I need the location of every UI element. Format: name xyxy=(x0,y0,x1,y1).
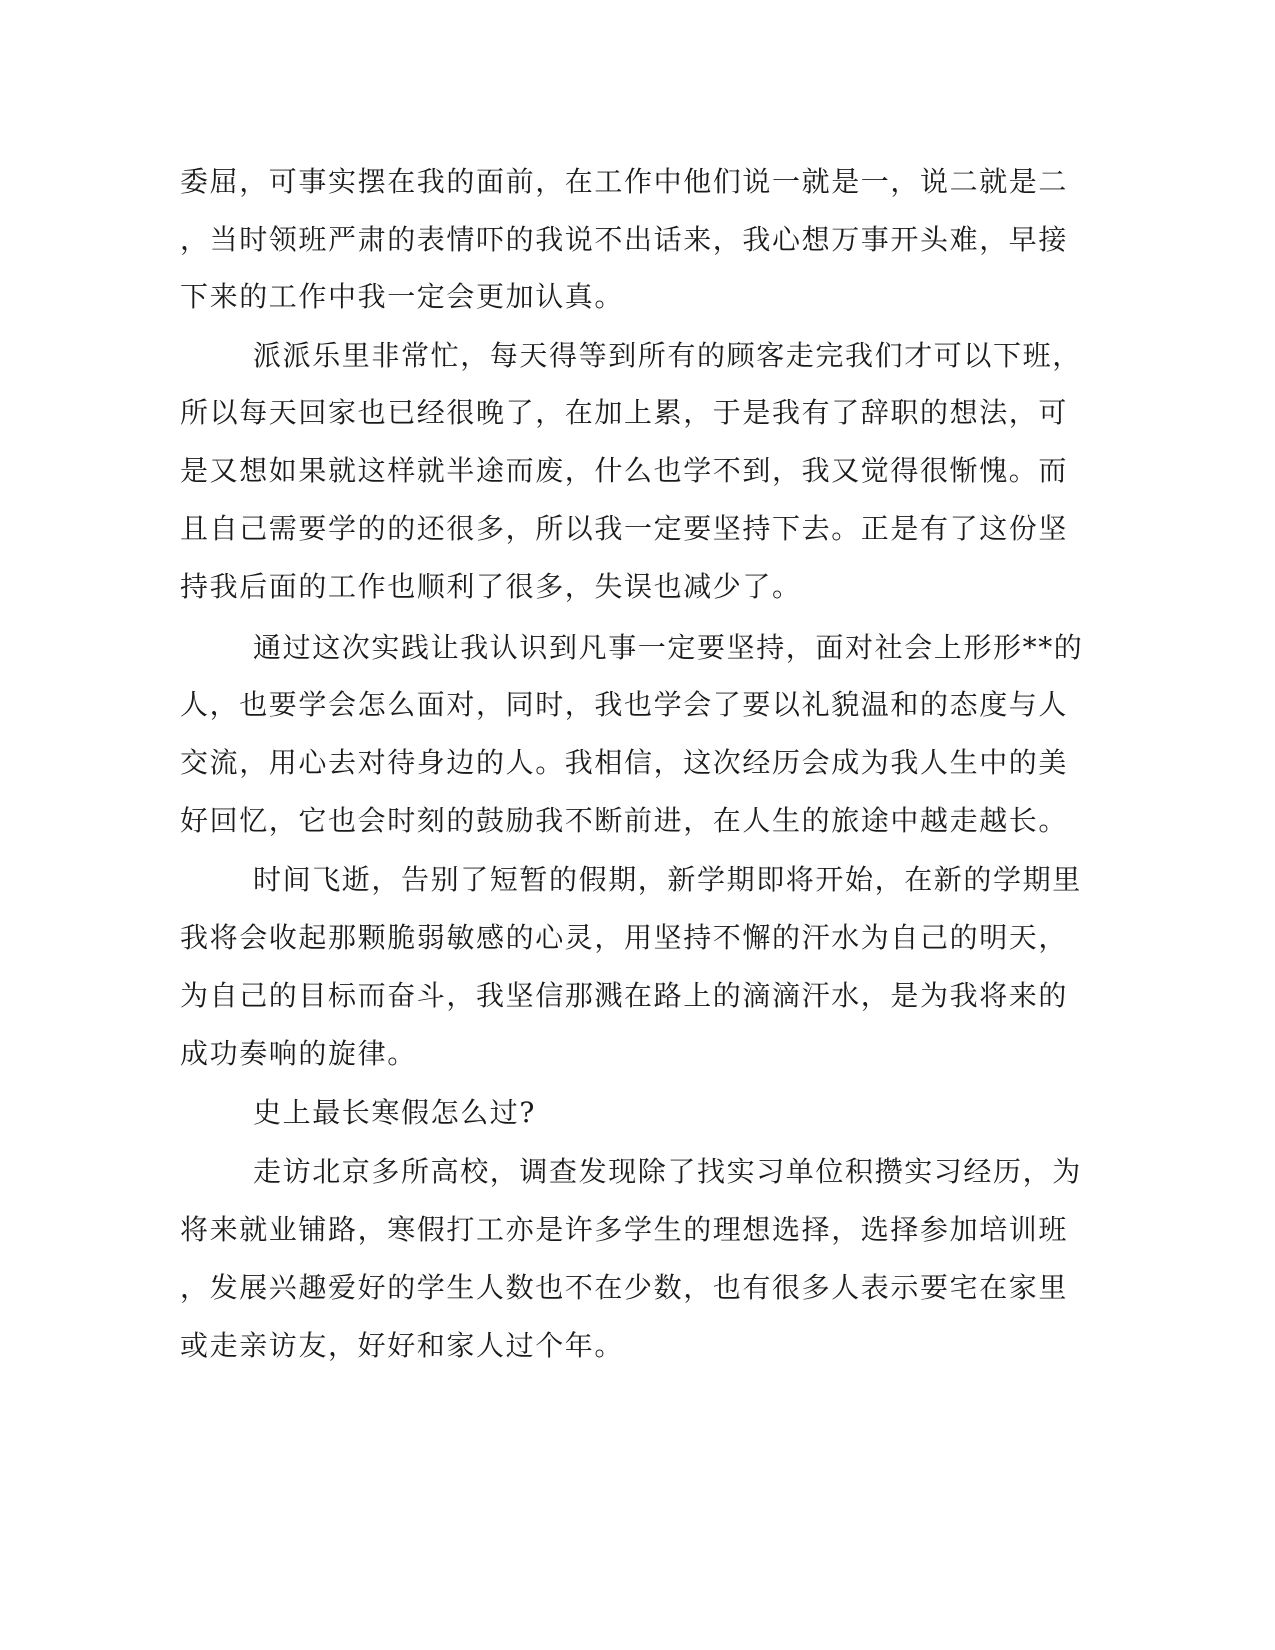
text-line: 持我后面的工作也顺利了很多，失误也减少了。 xyxy=(180,570,802,603)
text-line: 交流，用心去对待身边的人。我相信，这次经历会成为我人生中的美 xyxy=(180,746,1069,779)
paragraph-first-line: 通过这次实践让我认识到凡事一定要坚持，面对社会上形形**的 xyxy=(253,631,1084,664)
text-line: ，发展兴趣爱好的学生人数也不在少数，也有很多人表示要宅在家里 xyxy=(180,1271,1069,1304)
text-line: 成功奏响的旋律。 xyxy=(180,1037,417,1070)
text-line: 是又想如果就这样就半途而废，什么也学不到，我又觉得很惭愧。而 xyxy=(180,454,1069,487)
text-line: 为自己的目标而奋斗，我坚信那溅在路上的滴滴汗水，是为我将来的 xyxy=(180,979,1069,1012)
text-line: 好回忆，它也会时刻的鼓励我不断前进，在人生的旅途中越走越长。 xyxy=(180,804,1069,837)
paragraph-first-line: 时间飞逝，告别了短暂的假期，新学期即将开始，在新的学期里 xyxy=(253,863,1082,896)
paragraph-first-line: 派派乐里非常忙，每天得等到所有的顾客走完我们才可以下班， xyxy=(253,339,1082,372)
text-line: 下来的工作中我一定会更加认真。 xyxy=(180,280,625,313)
text-line: 且自己需要学的的还很多，所以我一定要坚持下去。正是有了这份坚 xyxy=(180,512,1069,545)
section-heading: 史上最长寒假怎么过? xyxy=(253,1096,537,1129)
text-line: 我将会收起那颗脆弱敏感的心灵，用坚持不懈的汗水为自己的明天， xyxy=(180,921,1069,954)
text-line: 委屈，可事实摆在我的面前，在工作中他们说一就是一，说二就是二 xyxy=(180,165,1069,198)
text-line: 将来就业铺路，寒假打工亦是许多学生的理想选择，选择参加培训班 xyxy=(180,1213,1069,1246)
text-line: ，当时领班严肃的表情吓的我说不出话来，我心想万事开头难，早接 xyxy=(180,223,1069,256)
text-line: 或走亲访友，好好和家人过个年。 xyxy=(180,1329,625,1362)
text-line: 人，也要学会怎么面对，同时，我也学会了要以礼貌温和的态度与人 xyxy=(180,688,1069,721)
text-line: 所以每天回家也已经很晚了，在加上累，于是我有了辞职的想法，可 xyxy=(180,396,1069,429)
paragraph-first-line: 走访北京多所高校，调查发现除了找实习单位积攒实习经历，为 xyxy=(253,1155,1082,1188)
